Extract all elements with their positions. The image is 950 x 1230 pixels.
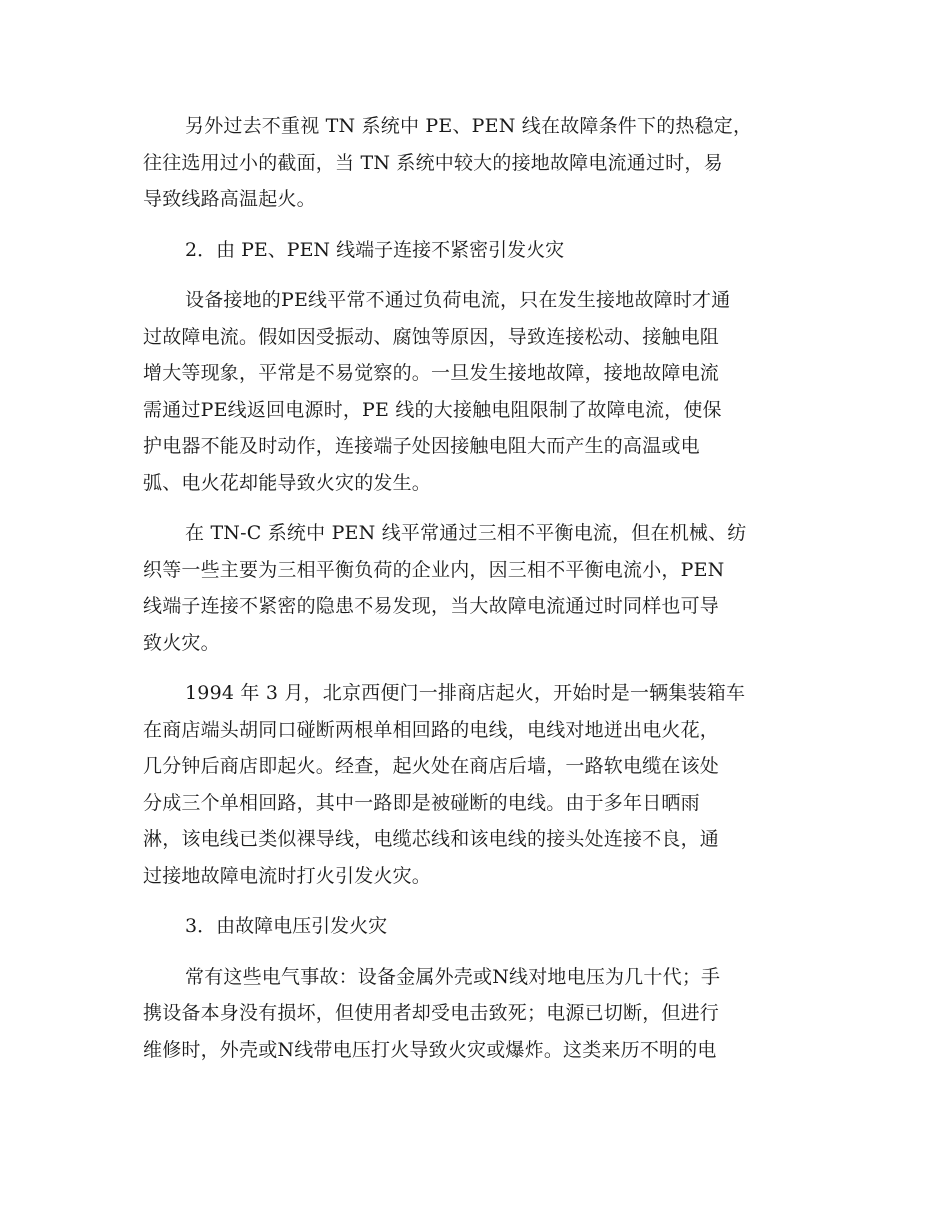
section-heading-2: 2．由 PE、PEN 线端子连接不紧密引发火灾 xyxy=(185,238,565,261)
text-line: 织等一些主要为三相平衡负荷的企业内，因三相不平衡电流小，PEN xyxy=(143,558,725,581)
text-line: 线端子连接不紧密的隐患不易发现，当大故障电流通过时同样也可导 xyxy=(143,595,720,617)
paragraph-tn-c-system xyxy=(143,515,808,661)
document-body xyxy=(143,108,808,1082)
text-line: 设备接地的PE线平常不通过负荷电流，只在发生接地故障时才通 xyxy=(185,289,731,311)
text-line: 导致线路高温起火。 xyxy=(143,188,316,210)
section-heading-3: 3．由故障电压引发火灾 xyxy=(185,915,388,937)
text-line: 在商店端头胡同口碰断两根单相回路的电线，电线对地迸出电火花， xyxy=(143,718,720,741)
paragraph-1994-case xyxy=(143,675,808,894)
paragraph-thermal-stability xyxy=(143,108,808,218)
text-line: 往往选用过小的截面，当 TN 系统中较大的接地故障电流通过时，易 xyxy=(143,151,723,174)
text-line: 淋，该电线已类似裸导线，电缆芯线和该电线的接头处连接不良，通 xyxy=(143,828,720,850)
paragraph-fault-voltage xyxy=(143,959,808,1069)
text-line: 另外过去不重视 TN 系统中 PE、PEN 线在故障条件下的热稳定， xyxy=(185,115,753,137)
text-line: 致火灾。 xyxy=(143,631,220,654)
text-line: 弧、电火花却能导致火灾的发生。 xyxy=(143,471,432,494)
paragraph-pe-line xyxy=(143,282,808,501)
text-line: 护电器不能及时动作，连接端子处因接触电阻大而产生的高温或电 xyxy=(143,435,700,457)
text-line: 增大等现象，平常是不易觉察的。一旦发生接地故障，接地故障电流 xyxy=(143,362,720,384)
text-line: 1994 年 3 月，北京西便门一排商店起火，开始时是一辆集装箱车 xyxy=(185,682,746,704)
text-line: 常有这些电气事故：设备金属外壳或N线对地电压为几十代；手 xyxy=(185,965,721,988)
text-line: 维修时，外壳或N线带电压打火导致火灾或爆炸。这类来历不明的电 xyxy=(143,1038,717,1061)
text-line: 几分钟后商店即起火。经查，起火处在商店后墙，一路软电缆在该处 xyxy=(143,755,720,777)
text-line: 过故障电流。假如因受振动、腐蚀等原因，导致连接松动、接触电阻 xyxy=(143,325,720,348)
text-line: 过接地故障电流时打火引发火灾。 xyxy=(143,864,432,887)
text-line: 分成三个单相回路，其中一路即是被碰断的电线。由于多年日晒雨 xyxy=(143,791,700,814)
text-line: 需通过PE线返回电源时，PE 线的大接触电阻限制了故障电流，使保 xyxy=(143,398,722,421)
text-line: 携设备本身没有损坏，但使用者却受电击致死；电源已切断，但进行 xyxy=(143,1002,720,1024)
text-line: 在 TN-C 系统中 PEN 线平常通过三相不平衡电流，但在机械、纺 xyxy=(185,522,747,544)
